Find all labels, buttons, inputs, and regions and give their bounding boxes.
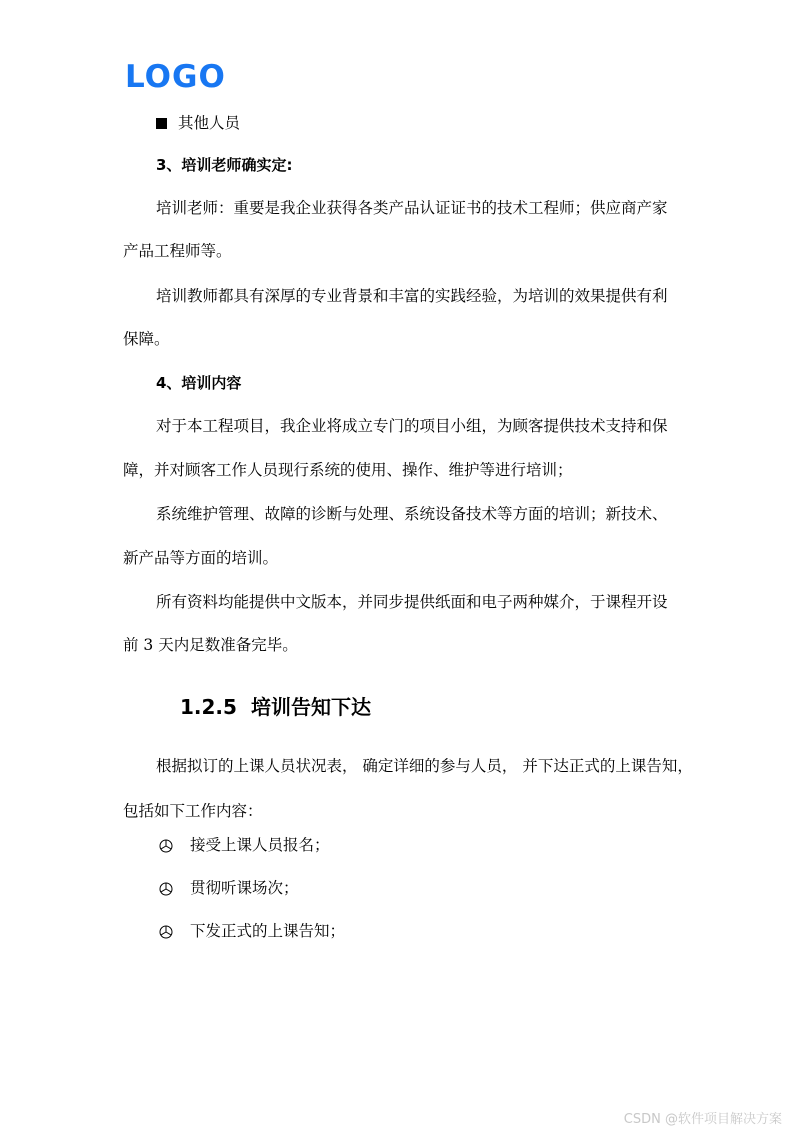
circle-bullet-icon: [158, 924, 174, 940]
section-4-heading: 4、培训内容: [156, 374, 242, 392]
paragraph-line: 培训教师都具有深厚的专业背景和丰富的实践经验，为培训的效果提供有利: [156, 287, 668, 305]
paragraph-line: 障，并对顾客工作人员现行系统的使用、操作、维护等进行培训；: [123, 461, 573, 479]
square-bullet-icon: [156, 118, 167, 129]
list-item-other-staff: 其他人员: [178, 114, 241, 132]
list-item: 下发正式的上课告知；: [190, 922, 346, 940]
list-item: 接受上课人员报名；: [190, 836, 330, 854]
paragraph-line: 前 3 天内足数准备完毕。: [123, 636, 298, 654]
list-item: 贯彻听课场次；: [190, 879, 299, 897]
paragraph-line: 包括如下工作内容：: [123, 802, 263, 820]
paragraph-line: 产品工程师等。: [123, 242, 232, 260]
section-title: 培训告知下达: [250, 695, 371, 719]
section-heading-1-2-5: [180, 697, 371, 717]
paragraph-line: 对于本工程项目，我企业将成立专门的项目小组，为顾客提供技术支持和保: [156, 417, 668, 435]
paragraph-line: 新产品等方面的培训。: [123, 549, 279, 567]
paragraph-line: 保障。: [123, 330, 170, 348]
paragraph-line: 根据拟订的上课人员状况表， 确定详细的参与人员， 并下达正式的上课告知，: [156, 757, 693, 775]
paragraph-line: 所有资料均能提供中文版本，并同步提供纸面和电子两种媒介，于课程开设: [156, 593, 668, 611]
circle-bullet-icon: [158, 838, 174, 854]
logo: LOGO: [125, 59, 226, 95]
watermark: CSDN @软件项目解决方案: [623, 1112, 782, 1127]
paragraph-line: 培训老师：重要是我企业获得各类产品认证证书的技术工程师；供应商产家: [156, 199, 668, 217]
section-number: 1.2.5: [180, 695, 237, 719]
section-3-heading: 3、培训老师确实定:: [156, 156, 293, 174]
circle-bullet-icon: [158, 881, 174, 897]
paragraph-line: 系统维护管理、故障的诊断与处理、系统设备技术等方面的培训；新技术、: [156, 505, 668, 523]
